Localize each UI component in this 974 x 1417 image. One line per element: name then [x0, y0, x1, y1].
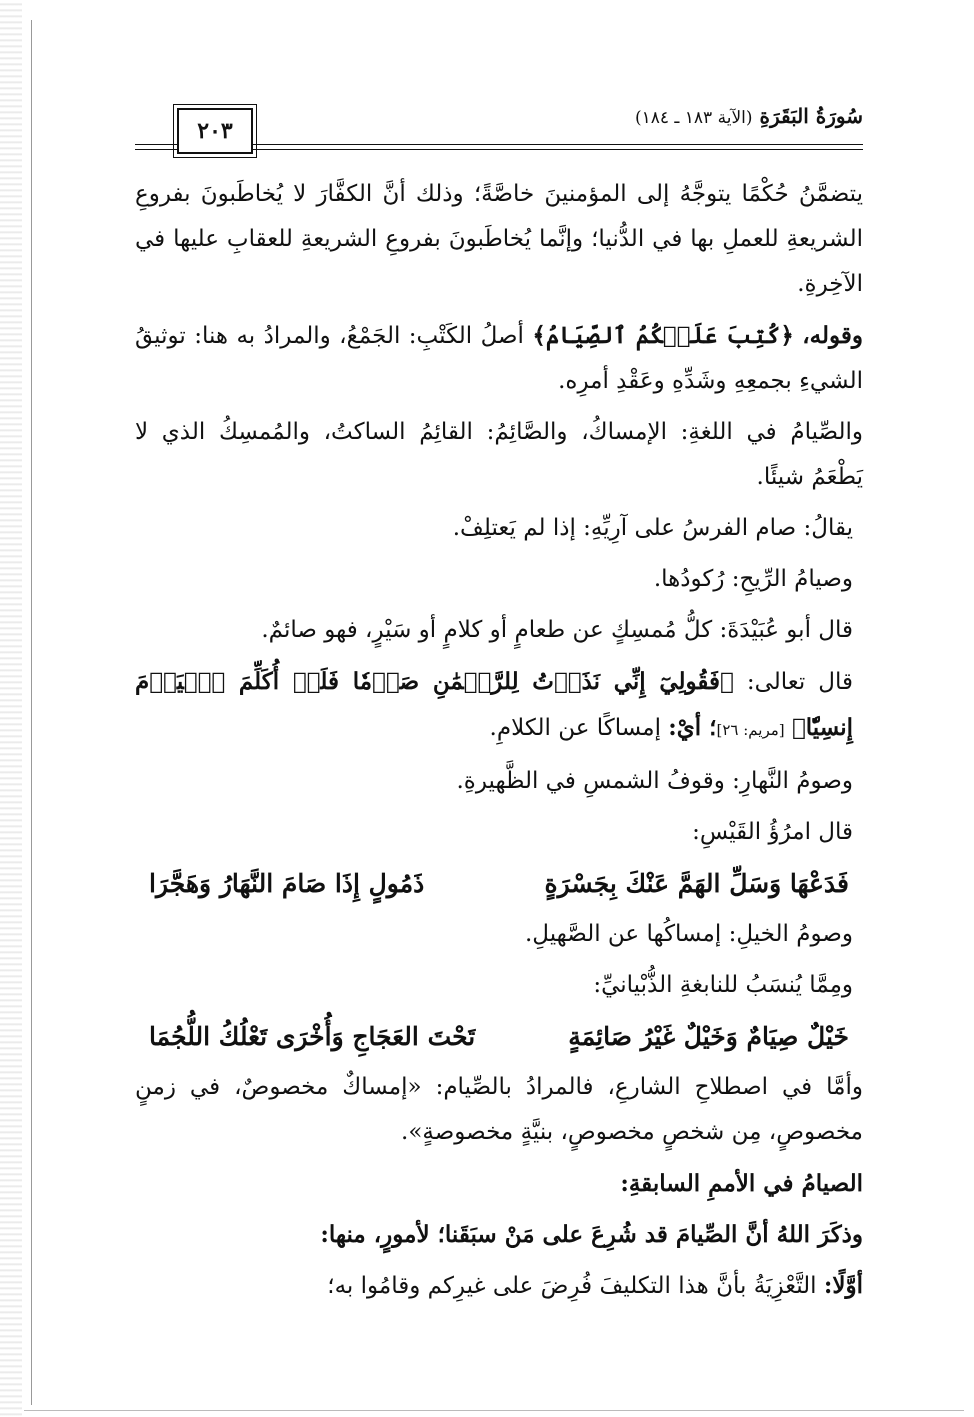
scan-bottom-line [24, 1410, 964, 1411]
paragraph [135, 1263, 863, 1309]
explanation-marker: ؛ أيْ: [668, 714, 717, 741]
paragraph-text: التَّعْزِيَةُ بأنَّ هذا التكليفَ فُرِضَ على غيرِكم وقامُوا به؛ [327, 1273, 817, 1299]
section-heading: الصيامُ في الأممِ السابقةِ: [620, 1170, 863, 1197]
paragraph: يتضمَّنُ حُكْمًا يتوجَّهُ إلى المؤمنينَ خاصَّةً؛ وذلك أنَّ الكفَّارَ لا يُخاطَبونَ بفروعِ الشريعةِ للعملِ بها في الدُّنيا؛ وإنَّما يُخاطَبونَ بفروعِ الشريعةِ للعقابِ عليها في الآخِرةِ. [135, 181, 863, 297]
poem-hemistich-right: خَيْلٌ صِيَامٌ وَخَيْلٌ غَيْرُ صَائِمَةٍ [568, 1022, 849, 1051]
poem-hemistich-left: تَحْتَ العَجَاجِ وَأُخْرَى تَعْلُكُ اللُّجُمَا [149, 1022, 476, 1051]
quran-quote: ﴿كُتِبَ عَلَيۡكُمُ ٱلصِّيَامُ﴾ [532, 322, 794, 349]
paragraph-text: أصلُ الكَتْبِ: الجَمْعُ، والمرادُ به هنا: توثيقُ الشيءِ بجمعِهِ وشَدِّهِ وعَقْدِ أمرِه. [135, 323, 863, 394]
quran-reference: [مريم: ٢٦] [716, 721, 785, 739]
paragraph: وأمَّا في اصطلاحِ الشارعِ، فالمرادُ بالصِّيام: «إمساكٌ مخصوصٌ، في زمنٍ مخصوصٍ، مِن شخصٍ مخصوصٍ، بنيَّةٍ مخصوصةٍ». [135, 1074, 863, 1145]
paragraph: قال أبو عُبَيْدَةَ: كلُّ مُمسِكٍ عن طعامٍ أو كلامٍ أو سَيْرٍ، فهو صائمٌ. [261, 617, 853, 643]
paragraph: والصِّيامُ في اللغةِ: الإمساكُ، والصَّائِمُ: القائِمُ الساكتُ، والمُمسِكُ الذي لا يَطْعَمُ شيئًا. [135, 419, 863, 490]
quran-quote: ﴿فَقُولِيٓ إِنِّي نَذَرۡتُ لِلرَّحۡمَٰنِ صَوۡمٗا فَلَنۡ أُكَلِّمَ ٱلۡيَوۡمَ إِنسِيّٗا﴾ [135, 668, 853, 741]
ayah-range: (الآية ١٨٣ ـ ١٨٤) [634, 108, 753, 128]
scan-margin-noise [0, 0, 22, 1417]
poem-verse [135, 1014, 863, 1059]
page-number: ٢٠٣ [177, 108, 253, 154]
page-body [135, 172, 863, 1315]
paragraph: وذكَرَ اللهُ أنَّ الصِّيامَ قد شُرِعَ على مَنْ سبَقَنا؛ لأمورٍ، منها: [320, 1221, 863, 1248]
running-title [635, 104, 863, 128]
surah-title: سُورَةُ البَقَرَةِ [759, 104, 863, 128]
paragraph [135, 659, 863, 753]
lead-word: وقوله، [802, 322, 863, 349]
paragraph: وصيامُ الرِّيحِ: رُكودُها. [653, 566, 853, 592]
list-marker: أوَّلًا: [823, 1272, 863, 1299]
paragraph: قال امرُؤُ القَيْسِ: [692, 819, 853, 845]
paragraph-text: إمساكًا عن الكلامِ. [489, 715, 661, 741]
poem-hemistich-left: ذَمُولٍ إِذَا صَامَ النَّهَارُ وَهَجَّرَا [149, 869, 425, 898]
poem-hemistich-right: فَدَعْهَا وَسَلِّ الهَمَّ عَنْكَ بِجَسْرَةٍ [544, 869, 849, 898]
lead-text: قال تعالى: [746, 669, 853, 695]
paragraph: يقالُ: صام الفرسُ على آرِيِّهِ: إذا لم يَعتلِفْ. [452, 515, 853, 541]
scan-margin-line [31, 20, 32, 1405]
paragraph [135, 313, 863, 404]
paragraph: ومِمَّا يُنسَبُ للنابغةِ الذُّبْيانيِّ: [593, 972, 853, 998]
paragraph: وصومُ النَّهارِ: وقوفُ الشمسِ في الظَّهيرةِ. [456, 768, 853, 794]
poem-verse [135, 861, 863, 906]
paragraph: وصومُ الخيلِ: إمساكُها عن الصَّهيلِ. [525, 921, 853, 947]
page-header [135, 104, 863, 160]
